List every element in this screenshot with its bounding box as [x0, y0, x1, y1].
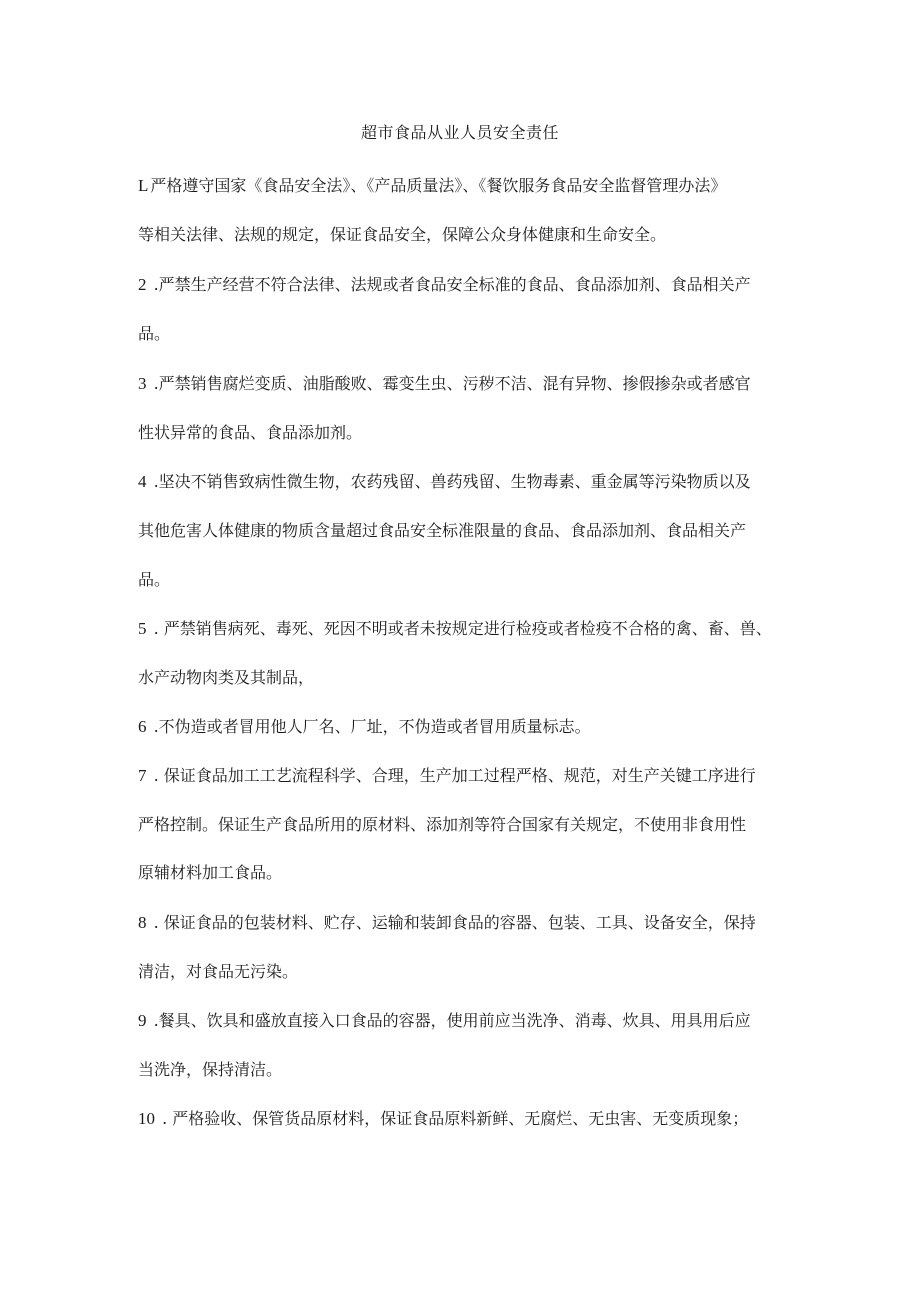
item-number: 7 — [138, 766, 147, 785]
item-number: 3 — [138, 374, 147, 393]
item-number: 4 — [138, 472, 147, 491]
item-text: . 严格验收、保管货品原材料，保证食品原料新鲜、无腐烂、无虫害、无变质现象； — [157, 1109, 749, 1128]
item-4-line-2 — [138, 519, 798, 543]
item-9-line-1 — [138, 1009, 798, 1033]
item-text: 水产动物肉类及其制品， — [138, 668, 315, 687]
item-8-line-2 — [138, 960, 798, 984]
item-text: 其他危害人体健康的物质含量超过食品安全标准限量的食品、食品添加剂、食品相关产 — [138, 521, 747, 540]
item-text: 性状异常的食品、食品添加剂。 — [138, 423, 363, 442]
item-6-line-1 — [138, 715, 798, 739]
item-text: .餐具、饮具和盛放直接入口食品的容器，使用前应当洗净、消毒、炊具、用具用后应 — [148, 1011, 751, 1030]
document-title: 超市食品从业人员安全责任 — [360, 123, 559, 142]
item-text: 清洁，对食品无污染。 — [138, 962, 299, 981]
item-5-line-1 — [138, 617, 798, 641]
item-1-line-2 — [138, 223, 798, 247]
item-text: 品。 — [138, 324, 171, 343]
item-text: 品。 — [138, 570, 171, 589]
item-text: 原辅材料加工食品。 — [138, 863, 283, 882]
item-text: . 严禁销售病死、毒死、死因不明或者未按规定进行检疫或者检疫不合格的禽、畜、兽、 — [148, 619, 772, 638]
item-text: 严格遵守国家《食品安全法》、《产品质量法》、《餐饮服务食品安全监督管理办法》 — [150, 176, 727, 195]
item-4-line-3 — [138, 568, 798, 592]
item-7-line-3 — [138, 861, 798, 885]
item-text: .严禁销售腐烂变质、油脂酸败、霉变生虫、污秽不洁、混有异物、掺假掺杂或者感官 — [148, 374, 751, 393]
item-4-line-1 — [138, 470, 798, 494]
item-text: 当洗净，保持清洁。 — [138, 1060, 283, 1079]
item-7-line-2 — [138, 813, 798, 837]
item-text: .不伪造或者冒用他人厂名、厂址，不伪造或者冒用质量标志。 — [148, 717, 591, 736]
item-7-line-1 — [138, 764, 798, 788]
item-3-line-2 — [138, 421, 798, 445]
item-5-line-2 — [138, 666, 798, 690]
item-8-line-1 — [138, 911, 798, 935]
item-9-line-2 — [138, 1058, 798, 1082]
item-text: .严禁生产经营不符合法律、法规或者食品安全标准的食品、食品添加剂、食品相关产 — [148, 275, 751, 294]
item-text: .坚决不销售致病性微生物，农药残留、兽药残留、生物毒素、重金属等污染物质以及 — [148, 472, 751, 491]
item-text: . 保证食品的包装材料、贮存、运输和装卸食品的容器、包装、工具、设备安全，保持 — [148, 913, 756, 932]
item-number: 9 — [138, 1011, 147, 1030]
item-1-line-1 — [138, 174, 798, 198]
item-number: 2 — [138, 275, 147, 294]
item-number: 10 — [138, 1109, 155, 1128]
item-number: L — [138, 176, 149, 195]
item-2-line-2 — [138, 322, 798, 346]
item-text: . 保证食品加工工艺流程科学、合理，生产加工过程严格、规范，对生产关键工序进行 — [148, 766, 756, 785]
item-number: 8 — [138, 913, 147, 932]
item-2-line-1 — [138, 273, 798, 297]
item-text: 等相关法律、法规的规定，保证食品安全，保障公众身体健康和生命安全。 — [138, 225, 667, 244]
item-number: 6 — [138, 717, 147, 736]
item-3-line-1 — [138, 372, 798, 396]
item-10-line-1 — [138, 1107, 798, 1131]
item-text: 严格控制。保证生产食品所用的原材料、添加剂等符合国家有关规定，不使用非食用性 — [138, 815, 747, 834]
item-number: 5 — [138, 619, 147, 638]
